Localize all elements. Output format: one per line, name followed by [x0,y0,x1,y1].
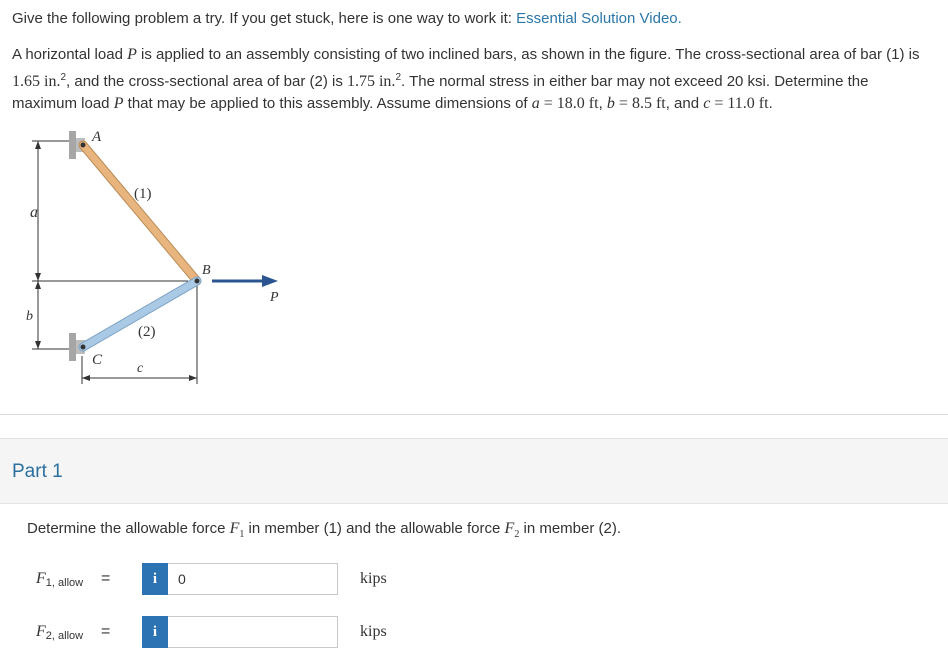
answer-row-f1 [0,563,948,597]
arrowhead-c-left [82,375,90,381]
part-header [0,438,948,504]
bar-2-label: (2) [138,324,156,340]
pin-B [195,279,200,284]
bar-1 [83,145,197,281]
f2-allow-label: $F_{2, allow}$ [36,623,84,642]
point-C-label: C [92,352,103,368]
intro-text: Give the following problem a try. If you get stuck, here is one way to work it: Essential Solution Video. [12,10,682,27]
point-B-label: B [202,263,211,278]
question-text: Determine the allowable force $F_1$ in member (1) and the allowable force $F_2$ in member (2). [27,520,622,540]
pin-C [81,345,86,350]
point-A-label: A [92,129,102,145]
part-title: Part 1 [12,461,63,482]
arrowhead-b-bottom [35,341,41,349]
problem-statement: A horizontal load P is applied to an assembly consisting of two inclined bars, as shown in the figure. The cross-sectional area of bar (1) is 1.65 in.$^2$, and the cross-sectional area of bar (2) is 1.75 in.$^2$. The normal stress in either bar may not exceed 20 ksi. Determine the maximum load P that may be applied to this assembly. Assume dimensions of a = 18.0 ft, b = 8.5 ft, and c = 11.0 ft. [12,46,920,112]
load-P-label: P [270,290,279,305]
arrowhead-a-top [35,141,41,149]
arrowhead-c-right [189,375,197,381]
dimension-a-label: a [30,204,38,221]
arrowhead-b-top [35,281,41,289]
dimension-b-label: b [26,309,33,324]
load-arrow-head [262,275,278,287]
info-icon[interactable]: i [142,616,168,648]
essential-solution-video-link[interactable]: Essential Solution Video. [516,10,682,27]
equals-sign: = [101,623,111,640]
equals-sign: = [101,570,111,587]
info-icon[interactable]: i [142,563,168,595]
support-C-wall [69,333,76,361]
dimension-c-label: c [137,361,144,376]
answer-row-f2 [0,616,948,650]
f1-allow-input[interactable] [168,563,338,595]
assembly-figure [0,120,320,390]
unit-label: kips [360,623,387,640]
arrowhead-a-bottom [35,273,41,281]
section-divider [0,414,948,415]
f1-allow-label: $F_{1, allow}$ [36,570,84,589]
f2-allow-input[interactable] [168,616,338,648]
bar-1-label: (1) [134,186,152,202]
support-A-wall [69,131,76,159]
unit-label: kips [360,570,387,587]
pin-A [81,143,86,148]
